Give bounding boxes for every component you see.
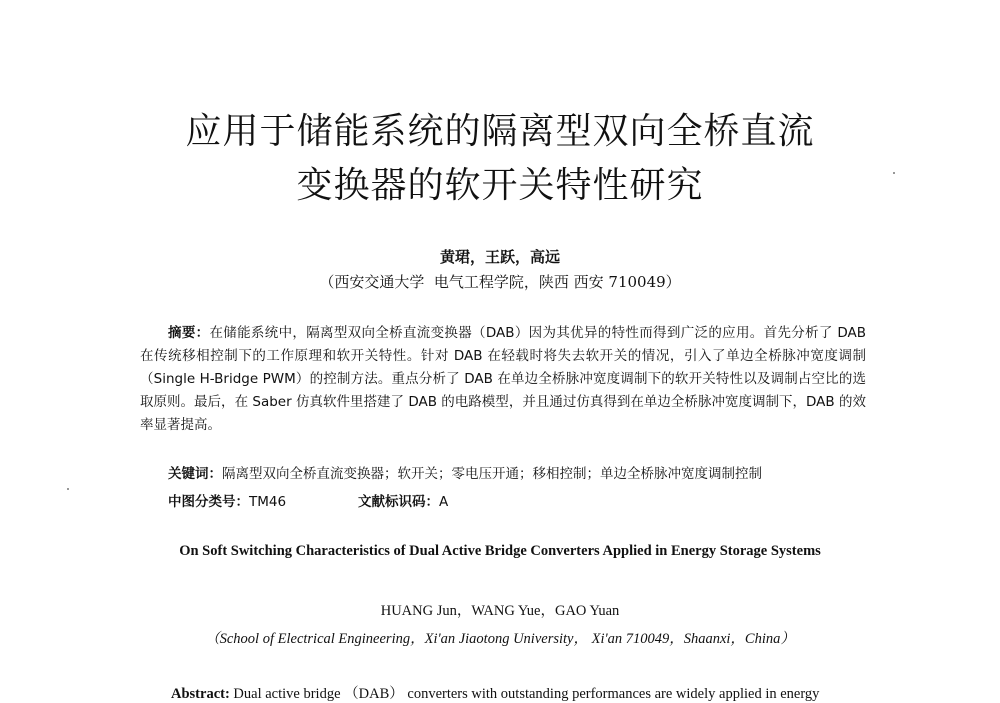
scan-speck	[893, 172, 895, 174]
doc-code-label: 文献标识码：	[358, 494, 439, 510]
abstract-en	[171, 682, 871, 703]
abstract-cn-label: 摘要：	[168, 325, 210, 341]
doc-code-value: A	[439, 494, 449, 510]
title-cn-line2: 变换器的软开关特性研究	[296, 165, 704, 206]
abstract-cn-text: 在储能系统中，隔离型双向全桥直流变换器（DAB）因为其优异的特性而得到广泛的应用。首先分析了 DAB 在传统移相控制下的工作原理和软开关特性。针对 DAB 在轻载时将失去软开关的情况，引入了单边全桥脉冲宽度调制（Single H-Bridge PWM）的控制方法。重点分析了 DAB 在单边全桥脉冲宽度调制下的软开关特性以及调制占空比的选取原则。最后，在 Saber 仿真软件里搭建了 DAB 的电路模型，并且通过仿真得到在单边全桥脉冲宽度调制下，DAB 的效率显著提高。	[140, 325, 866, 433]
title-en: On Soft Switching Characteristics of Dual Active Bridge Converters Applied in Energy Storage Systems	[179, 543, 821, 559]
scan-speck	[67, 488, 69, 490]
authors-en: HUANG Jun，WANG Yue，GAO Yuan	[380, 603, 620, 619]
keywords-cn	[168, 462, 762, 482]
affiliation-cn: （西安交通大学 电气工程学院，陕西 西安 710049）	[319, 273, 681, 291]
abstract-en-label: Abstract:	[171, 686, 230, 702]
abstract-en-text: Dual active bridge （DAB） converters with outstanding performances are widely applied in energy	[233, 686, 820, 702]
keywords-cn-label: 关键词：	[168, 466, 222, 482]
classification-line	[168, 490, 449, 510]
abstract-cn	[140, 322, 866, 437]
affiliation-en: （School of Electrical Engineering，Xi'an Jiaotong University， Xi'an 710049，Shaanxi，China）	[205, 631, 795, 647]
keywords-cn-text: 隔离型双向全桥直流变换器；软开关；零电压开通；移相控制；单边全桥脉冲宽度调制控制	[222, 466, 762, 482]
title-cn-line1: 应用于储能系统的隔离型双向全桥直流	[185, 111, 815, 152]
authors-cn: 黄珺，王跃，高远	[439, 248, 560, 266]
classification-label: 中图分类号：	[168, 494, 249, 510]
classification-value: TM46	[249, 494, 287, 510]
